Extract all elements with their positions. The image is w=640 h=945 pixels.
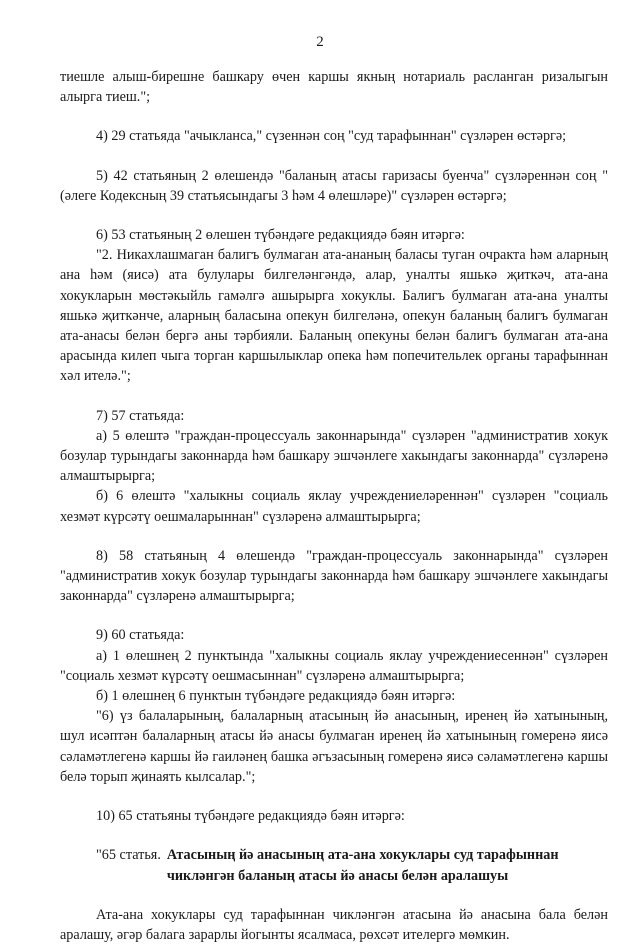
article-title-line-2: чикләнгән баланың атасы йә анасы белән аралашуы xyxy=(166,867,509,884)
paragraph-item-6-text: "2. Никахлашмаган балигъ булмаган ата-ананың баласы туган очракта һәм аларның ана һәм (яисә) ата булулары билгеләнгәндә, алар, уналты яшькә җиткәч, ата-ана хокукларын мөстәкыйль гамәлгә ашырырга хокуклы. Балигъ булмаган ата-ана уналты яшькә җиткәнче, аларның баласына опекун билгеләнә, опекун баланың балигъ булмаган ата-анасы белән бергә аны тәрбияли. Баланың опекуны белән балигъ булмаган ата-ана арасында килеп чыга торган каршылыклар опека һәм попечительлек органы тарафыннан хәл ителә."; xyxy=(60,247,608,385)
paragraph-item-4: 4) 29 статьяда "ачыкланса," сүзеннән соң "суд тарафыннан" сүзләрен өстәргә; xyxy=(96,128,567,145)
paragraph-item-9: 9) 60 статьяда: xyxy=(96,627,185,644)
article-title-line-1: Атасының йә анасының ата-ана хокуклары суд тарафыннан xyxy=(166,847,559,864)
document-body xyxy=(60,67,608,945)
paragraph-item-9b-text: "6) үз балаларының, балаларның атасының йә анасының, иренең йә хатынының, шул исәптән балаларның атасы йә анасы булмаган иренең йә хатынының гомеренә яисә сәламәтлегенә каршы йә гаиләнең башка әгъзасының гомеренә яисә сәламәтлегенә каршы белә торып җинаять кылсалар."; xyxy=(60,708,608,785)
paragraph-item-5: 5) 42 статьяның 2 өлешендә "баланың атасы гаризасы буенча" сүзләреннән соң "(әлеге Кодексның 39 статьясындагы 3 һәм 4 өлешләре)" сүзләрен өстәргә; xyxy=(60,167,608,204)
article-heading xyxy=(60,845,608,885)
paragraph-item-9b: б) 1 өлешнең 6 пунктын түбәндәге редакциядә бәян итәргә: xyxy=(96,688,456,705)
paragraph-item-9a: а) 1 өлешнең 2 пунктында "халыкны социаль яклау учреждениесеннән" сүзләрен "социаль хезмәт күрсәтү оешмасыннан" сүзләренә алмаштырырга; xyxy=(60,647,608,684)
paragraph-article-body: Ата-ана хокуклары суд тарафыннан чикләнгән атасына йә анасына бала белән аралашу, әгәр балага зарарлы йогынты ясалмаса, рөхсәт ителергә мөмкин. xyxy=(60,906,608,943)
paragraph-item-6: 6) 53 статьяның 2 өлешен түбәндәге редакциядә бәян итәргә: xyxy=(96,227,465,244)
paragraph-item-7a: а) 5 өлештә "граждан-процессуаль законнарында" сүзләрен "административ хокук бозулар турындагы законнарда һәм башкару эшчәнлеге хакындагы законнарда" сүзләренә алмаштырырга; xyxy=(60,427,608,485)
paragraph-item-7b: б) 6 өлештә "халыкны социаль яклау учреждениеләреннән" сүзләрен "социаль хезмәт күрсәтү оешмаларыннан" сүзләренә алмаштырырга; xyxy=(60,488,608,525)
article-number: "65 статья. xyxy=(96,847,161,864)
paragraph-item-7: 7) 57 статьяда: xyxy=(96,407,185,424)
paragraph-item-10: 10) 65 статьяны түбәндәге редакциядә бәян итәргә: xyxy=(96,808,405,825)
paragraph-item-8: 8) 58 статьяның 4 өлешендә "граждан-процессуаль законнарында" сүзләрен "административ хокук бозулар турындагы законнарда һәм башкару эшчәнлеге хакындагы законнарда" сүзләренә алмаштырырга; xyxy=(60,547,608,605)
page-number: 2 xyxy=(316,34,324,50)
article-title xyxy=(161,845,559,885)
paragraph-continuation: тиешле алыш-бирешне башкару өчен каршы якның нотариаль расланган ризалыгын алырга тиеш."; xyxy=(60,69,608,106)
